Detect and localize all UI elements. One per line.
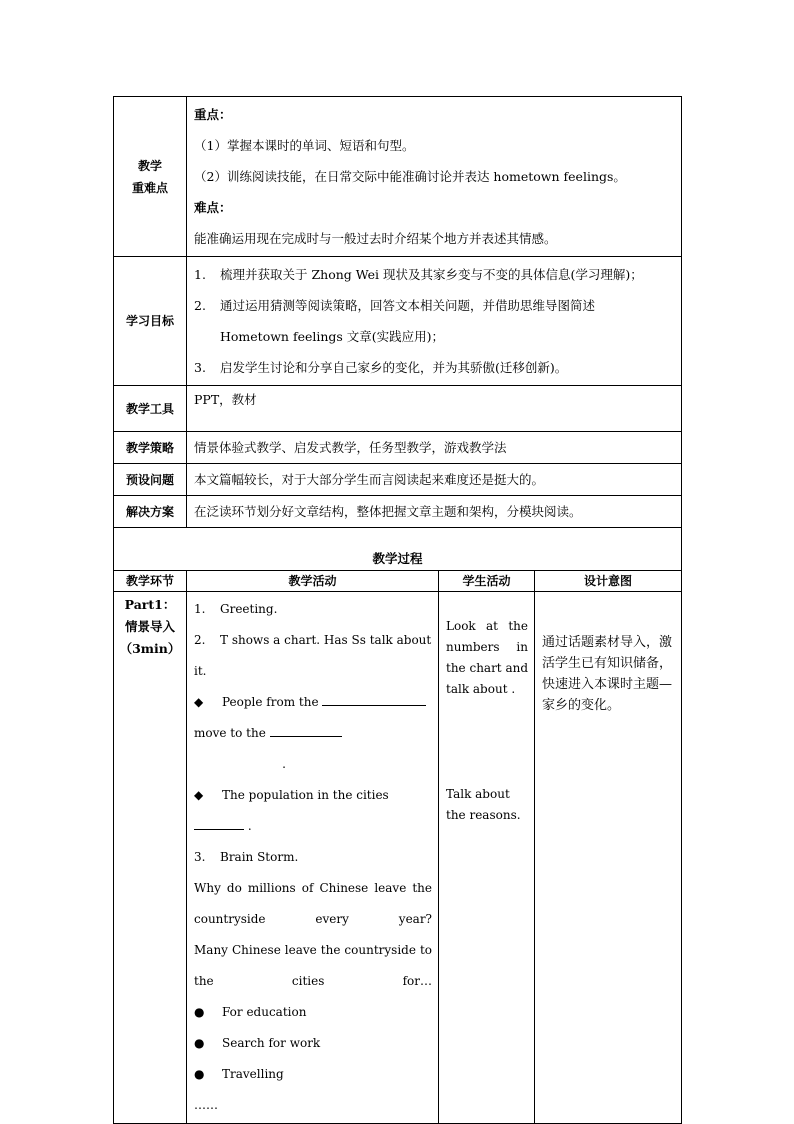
strategy-text: 情景体验式教学、启发式教学，任务型教学，游戏教学法 (187, 432, 682, 464)
lesson-plan-table (113, 96, 682, 1124)
header-student: 学生活动 (439, 571, 535, 592)
header-stage: 教学环节 (114, 571, 187, 592)
solution-label: 解决方案 (114, 496, 187, 528)
strategy-label: 教学策略 (114, 432, 187, 464)
fill-blank (322, 691, 426, 706)
part1-design: 通过话题素材导入，激活学生已有知识储备，快速进入本课时主题—家乡的变化。 (535, 592, 682, 1124)
fill-blank (194, 815, 244, 830)
problem-label: 预设问题 (114, 464, 187, 496)
objective-3: 3. 启发学生讨论和分享自己家乡的变化，并为其骄傲(迁移创新)。 (194, 360, 568, 375)
difficulty-title: 难点： (194, 200, 232, 215)
diamond-bullet-icon: ◆ (194, 695, 204, 709)
difficulty-text: 能准确运用现在完成时与一般过去时介绍某个地方并表述其情感。 (194, 231, 557, 246)
reason-3: ● Travelling (194, 1059, 432, 1090)
student-activity-1: Look at the numbers in the chart and talk about . (446, 619, 529, 696)
key-points-content (187, 97, 682, 257)
objective-2-cont: Hometown feelings 文章(实践应用)； (220, 329, 445, 344)
process-title: 教学过程 (114, 528, 682, 571)
reason-1: ● For education (194, 997, 432, 1028)
tools-text: PPT，教材 (187, 386, 682, 432)
objective-1: 1. 梳理并获取关于 Zhong Wei 现状及其家乡变与不变的具体信息(学习理解)； (194, 267, 643, 282)
dot-bullet-icon: ● (194, 1036, 205, 1050)
bullet-people-cont: move to the . (194, 718, 432, 780)
answer-lead: Many Chinese leave the countryside to the cities for… (194, 943, 432, 988)
student-activity-2: Talk about the reasons. (446, 787, 521, 822)
part1-stage: Part1： 情景导入 （3min） (114, 592, 187, 1124)
solution-text: 在泛读环节划分好文章结构，整体把握文章主题和架构，分模块阅读。 (187, 496, 682, 528)
objectives-row (114, 257, 682, 386)
diamond-bullet-icon: ◆ (194, 788, 204, 802)
fill-blank (270, 722, 342, 737)
bullet-people: ◆ People from the (194, 687, 432, 718)
focus-item-1: （1）掌握本课时的单词、短语和句型。 (194, 138, 415, 153)
activity-1: 1. Greeting. (194, 602, 278, 616)
dot-bullet-icon: ● (194, 1067, 205, 1081)
tools-row (114, 386, 682, 432)
objective-2: 2. 通过运用猜测等阅读策略，回答文本相关问题，并借助思维导图简述 (194, 298, 596, 313)
dot-bullet-icon: ● (194, 1005, 205, 1019)
activity-2: 2. T shows a chart. Has Ss talk about it. (194, 633, 432, 678)
problem-row (114, 464, 682, 496)
objectives-content (187, 257, 682, 386)
key-points-label: 教学 重难点 (114, 97, 187, 257)
solution-row (114, 496, 682, 528)
tools-label: 教学工具 (114, 386, 187, 432)
part1-activities (187, 592, 439, 1124)
process-header-row (114, 571, 682, 592)
strategy-row (114, 432, 682, 464)
part1-row (114, 592, 682, 1124)
reason-2: ● Search for work (194, 1028, 432, 1059)
ellipsis: …… (194, 1098, 218, 1112)
bullet-population: ◆ The population in the cities . (194, 780, 432, 842)
focus-title: 重点： (194, 107, 232, 122)
objectives-label: 学习目标 (114, 257, 187, 386)
part1-student (439, 592, 535, 1124)
brainstorm-question: Why do millions of Chinese leave the countryside every year? (194, 881, 432, 926)
key-points-row (114, 97, 682, 257)
header-design: 设计意图 (535, 571, 682, 592)
header-activity: 教学活动 (187, 571, 439, 592)
process-title-row (114, 528, 682, 571)
problem-text: 本文篇幅较长，对于大部分学生而言阅读起来难度还是挺大的。 (187, 464, 682, 496)
focus-item-2: （2）训练阅读技能，在日常交际中能准确讨论并表达 hometown feelings。 (194, 169, 626, 184)
activity-3: 3. Brain Storm. (194, 850, 299, 864)
